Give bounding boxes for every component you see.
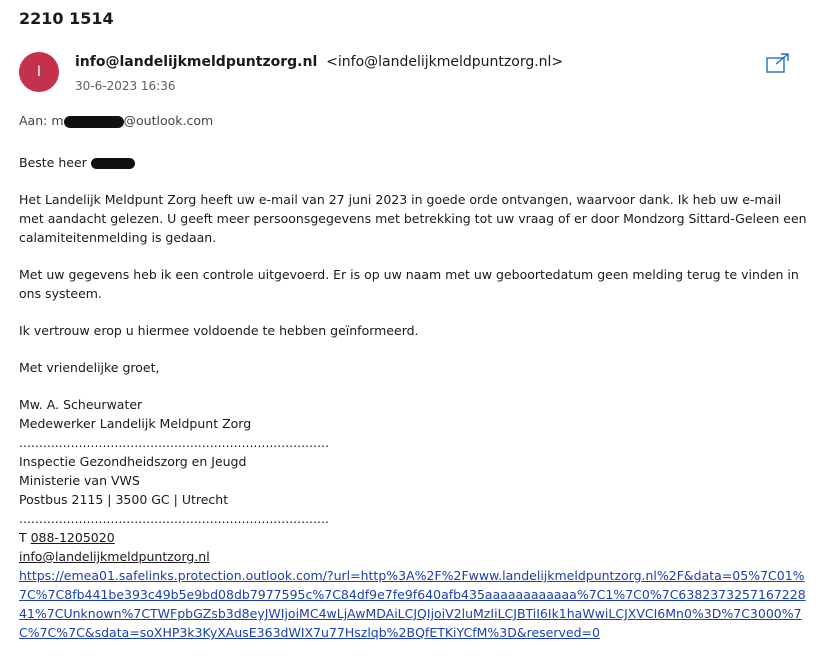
redaction-mark (91, 158, 135, 169)
signature-org: Inspectie Gezondheidszorg en Jeugd (19, 454, 247, 469)
greeting-line (19, 153, 809, 172)
to-label: Aan: (19, 113, 48, 128)
greeting: Beste heer (19, 155, 87, 170)
paragraph: Het Landelijk Meldpunt Zorg heeft uw e-mail van 27 juni 2023 in goede orde ontvangen, waarvoor dank. Ik heb uw e-mail met aandacht gelezen. U geeft meer persoonsgegevens met betrekking tot uw vraag of er door Mondzorg Sittard-Geleen een calamiteitenmelding is gedaan. (19, 192, 807, 245)
sender-avatar[interactable]: I (19, 52, 59, 92)
to-suffix: @outlook.com (123, 113, 214, 128)
signature-address: Postbus 2115 | 3500 GC | Utrecht (19, 492, 229, 507)
phone-number[interactable]: 088-1205020 (30, 530, 115, 545)
recipient-line (19, 113, 213, 128)
sender-line (75, 54, 563, 70)
signature-email[interactable]: info@landelijkmeldpuntzorg.nl (19, 549, 210, 564)
sender-name[interactable]: info@landelijkmeldpuntzorg.nl (75, 54, 318, 70)
closing: Met vriendelijke groet, (19, 360, 160, 375)
signature-name: Mw. A. Scheurwater (19, 397, 143, 412)
signature-phone-line (19, 528, 809, 547)
paragraph: Met uw gegevens heb ik een controle uitgevoerd. Er is op uw naam met uw geboortedatum geen melding terug te vinden in ons systeem. (19, 267, 799, 301)
phone-prefix: T (19, 530, 31, 545)
signature-divider: .............................................................................. (19, 435, 329, 450)
signature-ministry: Ministerie van VWS (19, 473, 140, 488)
sender-address: <info@landelijkmeldpuntzorg.nl> (326, 54, 564, 70)
paragraph: Ik vertrouw erop u hiermee voldoende te hebben geïnformeerd. (19, 323, 419, 338)
popout-icon[interactable] (766, 52, 790, 74)
email-body (19, 153, 809, 642)
sent-date: 30-6-2023 16:36 (75, 79, 176, 93)
redaction-mark (64, 116, 124, 128)
to-prefix: m (51, 113, 64, 128)
signature-role: Medewerker Landelijk Meldpunt Zorg (19, 416, 252, 431)
signature-divider: .............................................................................. (19, 511, 329, 526)
email-subject: 2210 1514 (19, 9, 114, 28)
safelink-url[interactable]: https://emea01.safelinks.protection.outlook.com/?url=http%3A%2F%2Fwww.landelijkmeldpuntzorg.nl%2F&data=05%7C01%7C%7C8fb441be393c49b5e9bd08db7977595c%7C84df9e7fe9f640afb435aaaaaaaaaaaa%7C1%7C0%7C638237325716722841%7CUnknown%7CTWFpbGZsb3d8eyJWIjoiMC4wLjAwMDAiLCJQIjoiV2luMzIiLCJBTiI6Ik1haWwiLCJXVCI6Mn0%3D%7C3000%7C%7C%7C&sdata=soXHP3k3KyXAusE363dWIX7u77Hszlqb%2BQfETKiYCfM%3D&reserved=0 (19, 568, 806, 640)
